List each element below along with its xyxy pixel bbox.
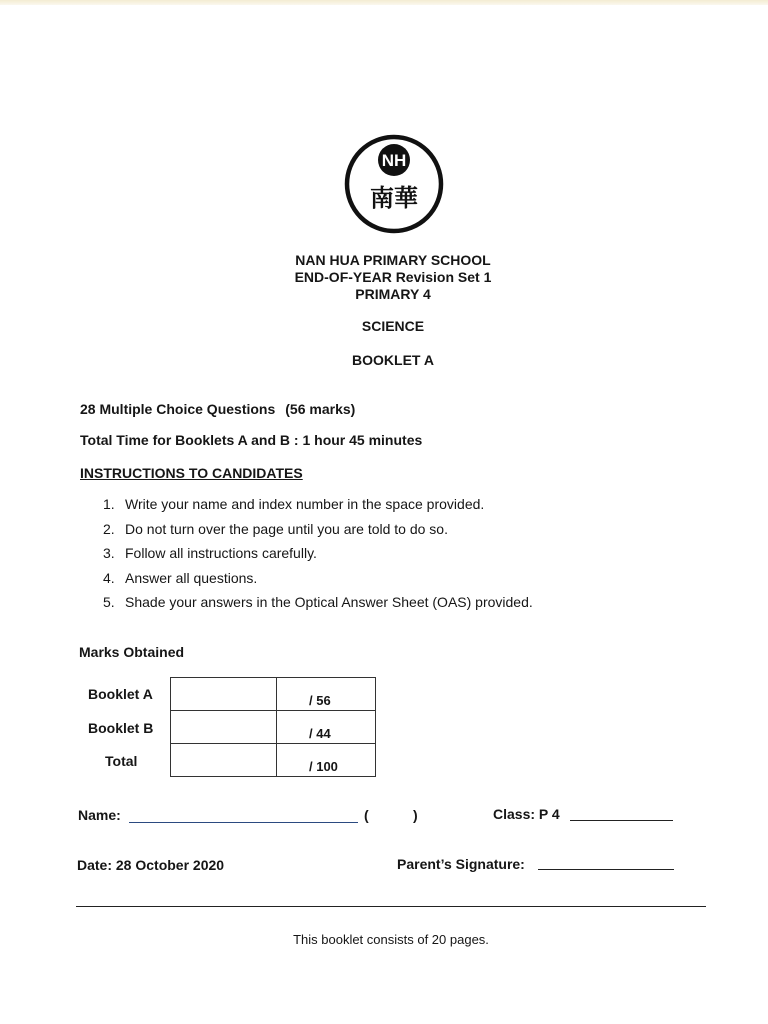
marks-out-of-cell: / 44	[277, 711, 376, 744]
logo-letters: NH	[381, 151, 407, 170]
signature-label: Parent’s Signature:	[397, 856, 525, 872]
name-field[interactable]	[129, 822, 358, 823]
instructions-heading: INSTRUCTIONS TO CANDIDATES	[80, 465, 303, 481]
marks-entry-cell[interactable]	[171, 744, 277, 777]
revision-title: END-OF-YEAR Revision Set 1	[294, 269, 492, 285]
instruction-item: 4. Answer all questions.	[103, 569, 258, 586]
name-label: Name:	[78, 807, 121, 823]
paren-open: (	[364, 807, 369, 823]
footer-note: This booklet consists of 20 pages.	[293, 932, 489, 947]
subject-title: SCIENCE	[361, 318, 425, 334]
total-time: Total Time for Booklets A and B : 1 hour 45 minutes	[80, 432, 423, 448]
marks-entry-cell[interactable]	[171, 678, 277, 711]
instruction-item: 5. Shade your answers in the Optical Answer Sheet (OAS) provided.	[103, 594, 533, 610]
question-count-text: 28 Multiple Choice Questions	[80, 401, 276, 417]
divider-line	[76, 906, 706, 907]
instruction-item: 2. Do not turn over the page until you are told to do so.	[103, 520, 448, 537]
marks-out-of-cell: / 56	[277, 678, 376, 711]
instructions-list	[103, 494, 533, 617]
page-edge	[0, 0, 768, 5]
table-row	[171, 711, 376, 744]
table-row	[171, 678, 376, 711]
marks-table	[170, 677, 376, 777]
marks-entry-cell[interactable]	[171, 711, 277, 744]
level-title: PRIMARY 4	[355, 286, 431, 302]
school-name: NAN HUA PRIMARY SCHOOL	[295, 252, 491, 268]
row-label-total: Total	[105, 753, 138, 769]
marks-total-text: (56 marks)	[285, 401, 356, 417]
date-label: Date: 28 October 2020	[77, 857, 225, 873]
school-logo	[342, 133, 446, 235]
class-label: Class: P 4	[493, 806, 560, 822]
row-label-booklet-a: Booklet A	[88, 686, 153, 702]
marks-out-of-cell: / 100	[277, 744, 376, 777]
table-row	[171, 744, 376, 777]
paren-close: )	[413, 807, 418, 823]
row-label-booklet-b: Booklet B	[88, 720, 154, 736]
logo-chinese: 南華	[370, 184, 418, 212]
instruction-item: 1. Write your name and index number in the space provided.	[103, 496, 485, 512]
instruction-item: 3. Follow all instructions carefully.	[103, 545, 317, 561]
signature-field[interactable]	[538, 869, 674, 870]
class-field[interactable]	[570, 820, 673, 821]
question-count	[80, 401, 355, 417]
booklet-title: BOOKLET A	[352, 352, 434, 368]
marks-obtained-heading: Marks Obtained	[79, 644, 185, 660]
